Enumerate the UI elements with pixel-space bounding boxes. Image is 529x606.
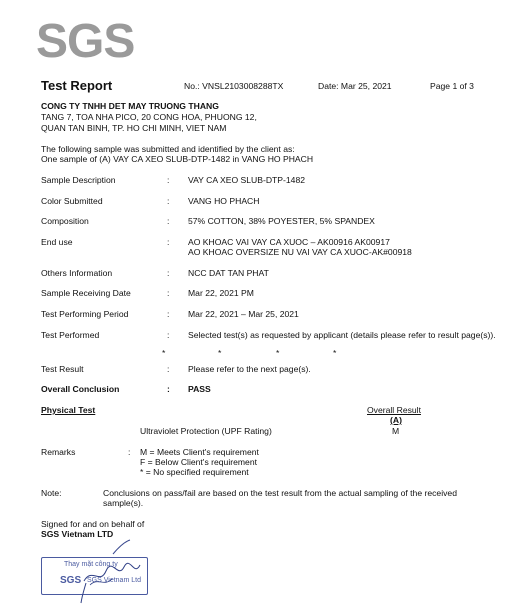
test-result: M xyxy=(392,426,400,436)
stamp-top-text: Thay mặt công ty xyxy=(64,561,118,568)
intro-line-2: One sample of (A) VAY CA XEO SLUB-DTP-1482 in VANG HO PHACH xyxy=(41,154,314,164)
note-label: Note: xyxy=(41,488,62,498)
stamp-company: SGS Vietnam Ltd xyxy=(87,577,141,584)
note-line-2: sample(s). xyxy=(103,498,144,508)
signoff-line: Signed for and on behalf of xyxy=(41,519,145,529)
remark-item: F = Below Client's requirement xyxy=(140,457,257,467)
field-value: Mar 22, 2021 PM xyxy=(188,288,254,298)
test-name: Ultraviolet Protection (UPF Rating) xyxy=(140,426,272,436)
separator-star: * xyxy=(218,348,222,358)
field-label: Composition xyxy=(41,216,89,226)
field-colon: : xyxy=(167,216,170,226)
remark-item: * = No specified requirement xyxy=(140,467,249,477)
stamp-brand: SGS xyxy=(60,575,82,586)
field-label: Sample Receiving Date xyxy=(41,288,131,298)
company-stamp xyxy=(41,557,148,595)
field-colon: : xyxy=(167,268,170,278)
note-line-1: Conclusions on pass/fail are based on the test result from the actual sampling of the received xyxy=(103,488,457,498)
client-address-line-1: TANG 7, TOA NHA PICO, 20 CONG HOA, PHUONG 12, xyxy=(41,112,257,122)
sample-column-header: (A) xyxy=(390,415,402,425)
field-colon: : xyxy=(167,175,170,185)
sgs-logo: SGS xyxy=(36,15,135,68)
field-label: End use xyxy=(41,237,73,247)
client-address-line-2: QUAN TAN BINH, TP. HO CHI MINH, VIET NAM xyxy=(41,123,227,133)
report-title: Test Report xyxy=(41,78,113,93)
field-label: Color Submitted xyxy=(41,196,103,206)
overall-result-heading: Overall Result xyxy=(367,405,421,415)
field-colon: : xyxy=(167,384,170,394)
client-name: CONG TY TNHH DET MAY TRUONG THANG xyxy=(41,101,219,111)
field-label: Sample Description xyxy=(41,175,116,185)
field-value: 57% COTTON, 38% POYESTER, 5% SPANDEX xyxy=(188,216,375,226)
remarks-label: Remarks xyxy=(41,447,76,457)
field-value: VANG HO PHACH xyxy=(188,196,260,206)
field-value: AO KHOAC VAI VAY CA XUOC – AK00916 AK00917 xyxy=(188,237,390,247)
report-date: Date: Mar 25, 2021 xyxy=(318,81,392,91)
remark-item: M = Meets Client's requirement xyxy=(140,447,259,457)
field-value: NCC DAT TAN PHAT xyxy=(188,268,269,278)
overall-conclusion-value: PASS xyxy=(188,384,211,394)
field-label: Others Information xyxy=(41,268,113,278)
signature-flourish xyxy=(110,538,134,556)
field-label: Test Performing Period xyxy=(41,309,129,319)
field-colon: : xyxy=(167,237,170,247)
intro-line-1: The following sample was submitted and identified by the client as: xyxy=(41,144,295,154)
field-colon: : xyxy=(167,196,170,206)
report-number: No.: VNSL2103008288TX xyxy=(184,81,284,91)
field-label: Test Performed xyxy=(41,330,100,340)
signature-tail xyxy=(78,582,92,604)
field-value: Mar 22, 2021 – Mar 25, 2021 xyxy=(188,309,299,319)
separator-star: * xyxy=(276,348,280,358)
field-colon: : xyxy=(167,364,170,374)
field-value-line-2: AO KHOAC OVERSIZE NU VAI VAY CA XUOC-AK#00918 xyxy=(188,247,412,257)
field-colon: : xyxy=(167,288,170,298)
field-colon: : xyxy=(167,330,170,340)
physical-test-heading: Physical Test xyxy=(41,405,96,415)
separator-star: * xyxy=(333,348,337,358)
field-value: Please refer to the next page(s). xyxy=(188,364,311,374)
field-value: VAY CA XEO SLUB-DTP-1482 xyxy=(188,175,306,185)
remarks-colon: : xyxy=(128,447,131,457)
field-colon: : xyxy=(167,309,170,319)
signoff-company: SGS Vietnam LTD xyxy=(41,529,114,539)
overall-conclusion-label: Overall Conclusion xyxy=(41,384,120,394)
page-indicator: Page 1 of 3 xyxy=(430,81,474,91)
field-value: Selected test(s) as requested by applicant (details please refer to result page(s)). xyxy=(188,330,496,340)
separator-star: * xyxy=(162,348,166,358)
field-label: Test Result xyxy=(41,364,84,374)
